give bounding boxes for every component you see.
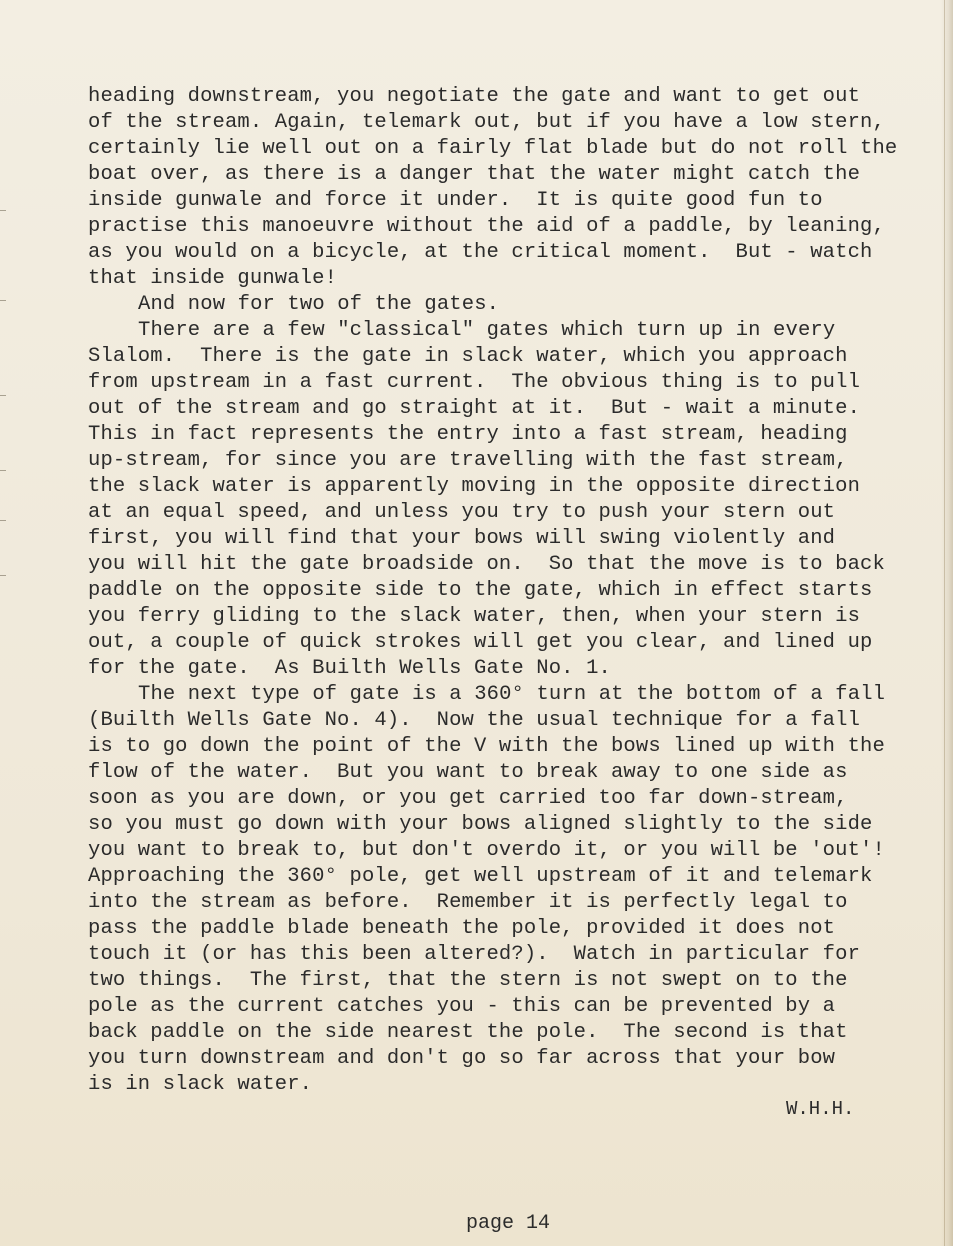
text-line: as you would on a bicycle, at the critical moment. But - watch — [88, 241, 873, 264]
text-line: paddle on the opposite side to the gate, which in effect starts — [88, 579, 873, 602]
margin-tick — [0, 300, 6, 301]
page-edge-shadow — [941, 0, 953, 1246]
text-line: practise this manoeuvre without the aid of a paddle, by leaning, — [88, 215, 885, 238]
text-line: The next type of gate is a 360° turn at the bottom of a fall — [138, 683, 886, 706]
text-line: Approaching the 360° pole, get well upstream of it and telemark — [88, 865, 873, 888]
text-line: Slalom. There is the gate in slack water, which you approach — [88, 345, 848, 368]
margin-tick — [0, 470, 6, 471]
text-line: is to go down the point of the V with the bows lined up with the — [88, 735, 885, 758]
page-edge-line — [944, 0, 945, 1246]
text-line: from upstream in a fast current. The obvious thing is to pull — [88, 371, 861, 394]
text-line: into the stream as before. Remember it is perfectly legal to — [88, 891, 848, 914]
margin-tick — [0, 520, 6, 521]
text-line: soon as you are down, or you get carried too far down-stream, — [88, 787, 848, 810]
text-line: And now for two of the gates. — [138, 293, 500, 316]
text-line: up-stream, for since you are travelling with the fast stream, — [88, 449, 848, 472]
text-line: pass the paddle blade beneath the pole, provided it does not — [88, 917, 836, 940]
text-line: you want to break to, but don't overdo it, or you will be 'out'! — [88, 839, 885, 862]
page-number: page 14 — [466, 1212, 551, 1235]
margin-tick — [0, 575, 6, 576]
text-line: touch it (or has this been altered?). Watch in particular for — [88, 943, 861, 966]
text-line: you ferry gliding to the slack water, then, when your stern is — [88, 605, 861, 628]
text-line: you will hit the gate broadside on. So that the move is to back — [88, 553, 885, 576]
text-line: back paddle on the side nearest the pole. The second is that — [88, 1021, 848, 1044]
text-line: that inside gunwale! — [88, 267, 338, 290]
text-line: (Builth Wells Gate No. 4). Now the usual technique for a fall — [88, 709, 861, 732]
author-signature: W.H.H. — [786, 1098, 855, 1120]
body-text — [88, 84, 928, 1098]
text-line: heading downstream, you negotiate the gate and want to get out — [88, 85, 861, 108]
text-line: the slack water is apparently moving in the opposite direction — [88, 475, 861, 498]
text-line: of the stream. Again, telemark out, but if you have a low stern, — [88, 111, 885, 134]
text-line: so you must go down with your bows aligned slightly to the side — [88, 813, 873, 836]
text-line: you turn downstream and don't go so far across that your bow — [88, 1047, 836, 1070]
text-line: is in slack water. — [88, 1073, 313, 1096]
text-line: first, you will find that your bows will swing violently and — [88, 527, 836, 550]
margin-tick — [0, 210, 6, 211]
text-line: There are a few "classical" gates which turn up in every — [138, 319, 836, 342]
text-line: out, a couple of quick strokes will get you clear, and lined up — [88, 631, 873, 654]
text-line: pole as the current catches you - this can be prevented by a — [88, 995, 836, 1018]
text-line: certainly lie well out on a fairly flat blade but do not roll the — [88, 137, 898, 160]
text-line: at an equal speed, and unless you try to push your stern out — [88, 501, 836, 524]
text-line: two things. The first, that the stern is not swept on to the — [88, 969, 848, 992]
text-line: boat over, as there is a danger that the water might catch the — [88, 163, 861, 186]
text-line: out of the stream and go straight at it. But - wait a minute. — [88, 397, 861, 420]
text-line: This in fact represents the entry into a fast stream, heading — [88, 423, 848, 446]
text-line: for the gate. As Builth Wells Gate No. 1. — [88, 657, 611, 680]
text-line: flow of the water. But you want to break away to one side as — [88, 761, 848, 784]
text-line: inside gunwale and force it under. It is quite good fun to — [88, 189, 823, 212]
margin-tick — [0, 395, 6, 396]
